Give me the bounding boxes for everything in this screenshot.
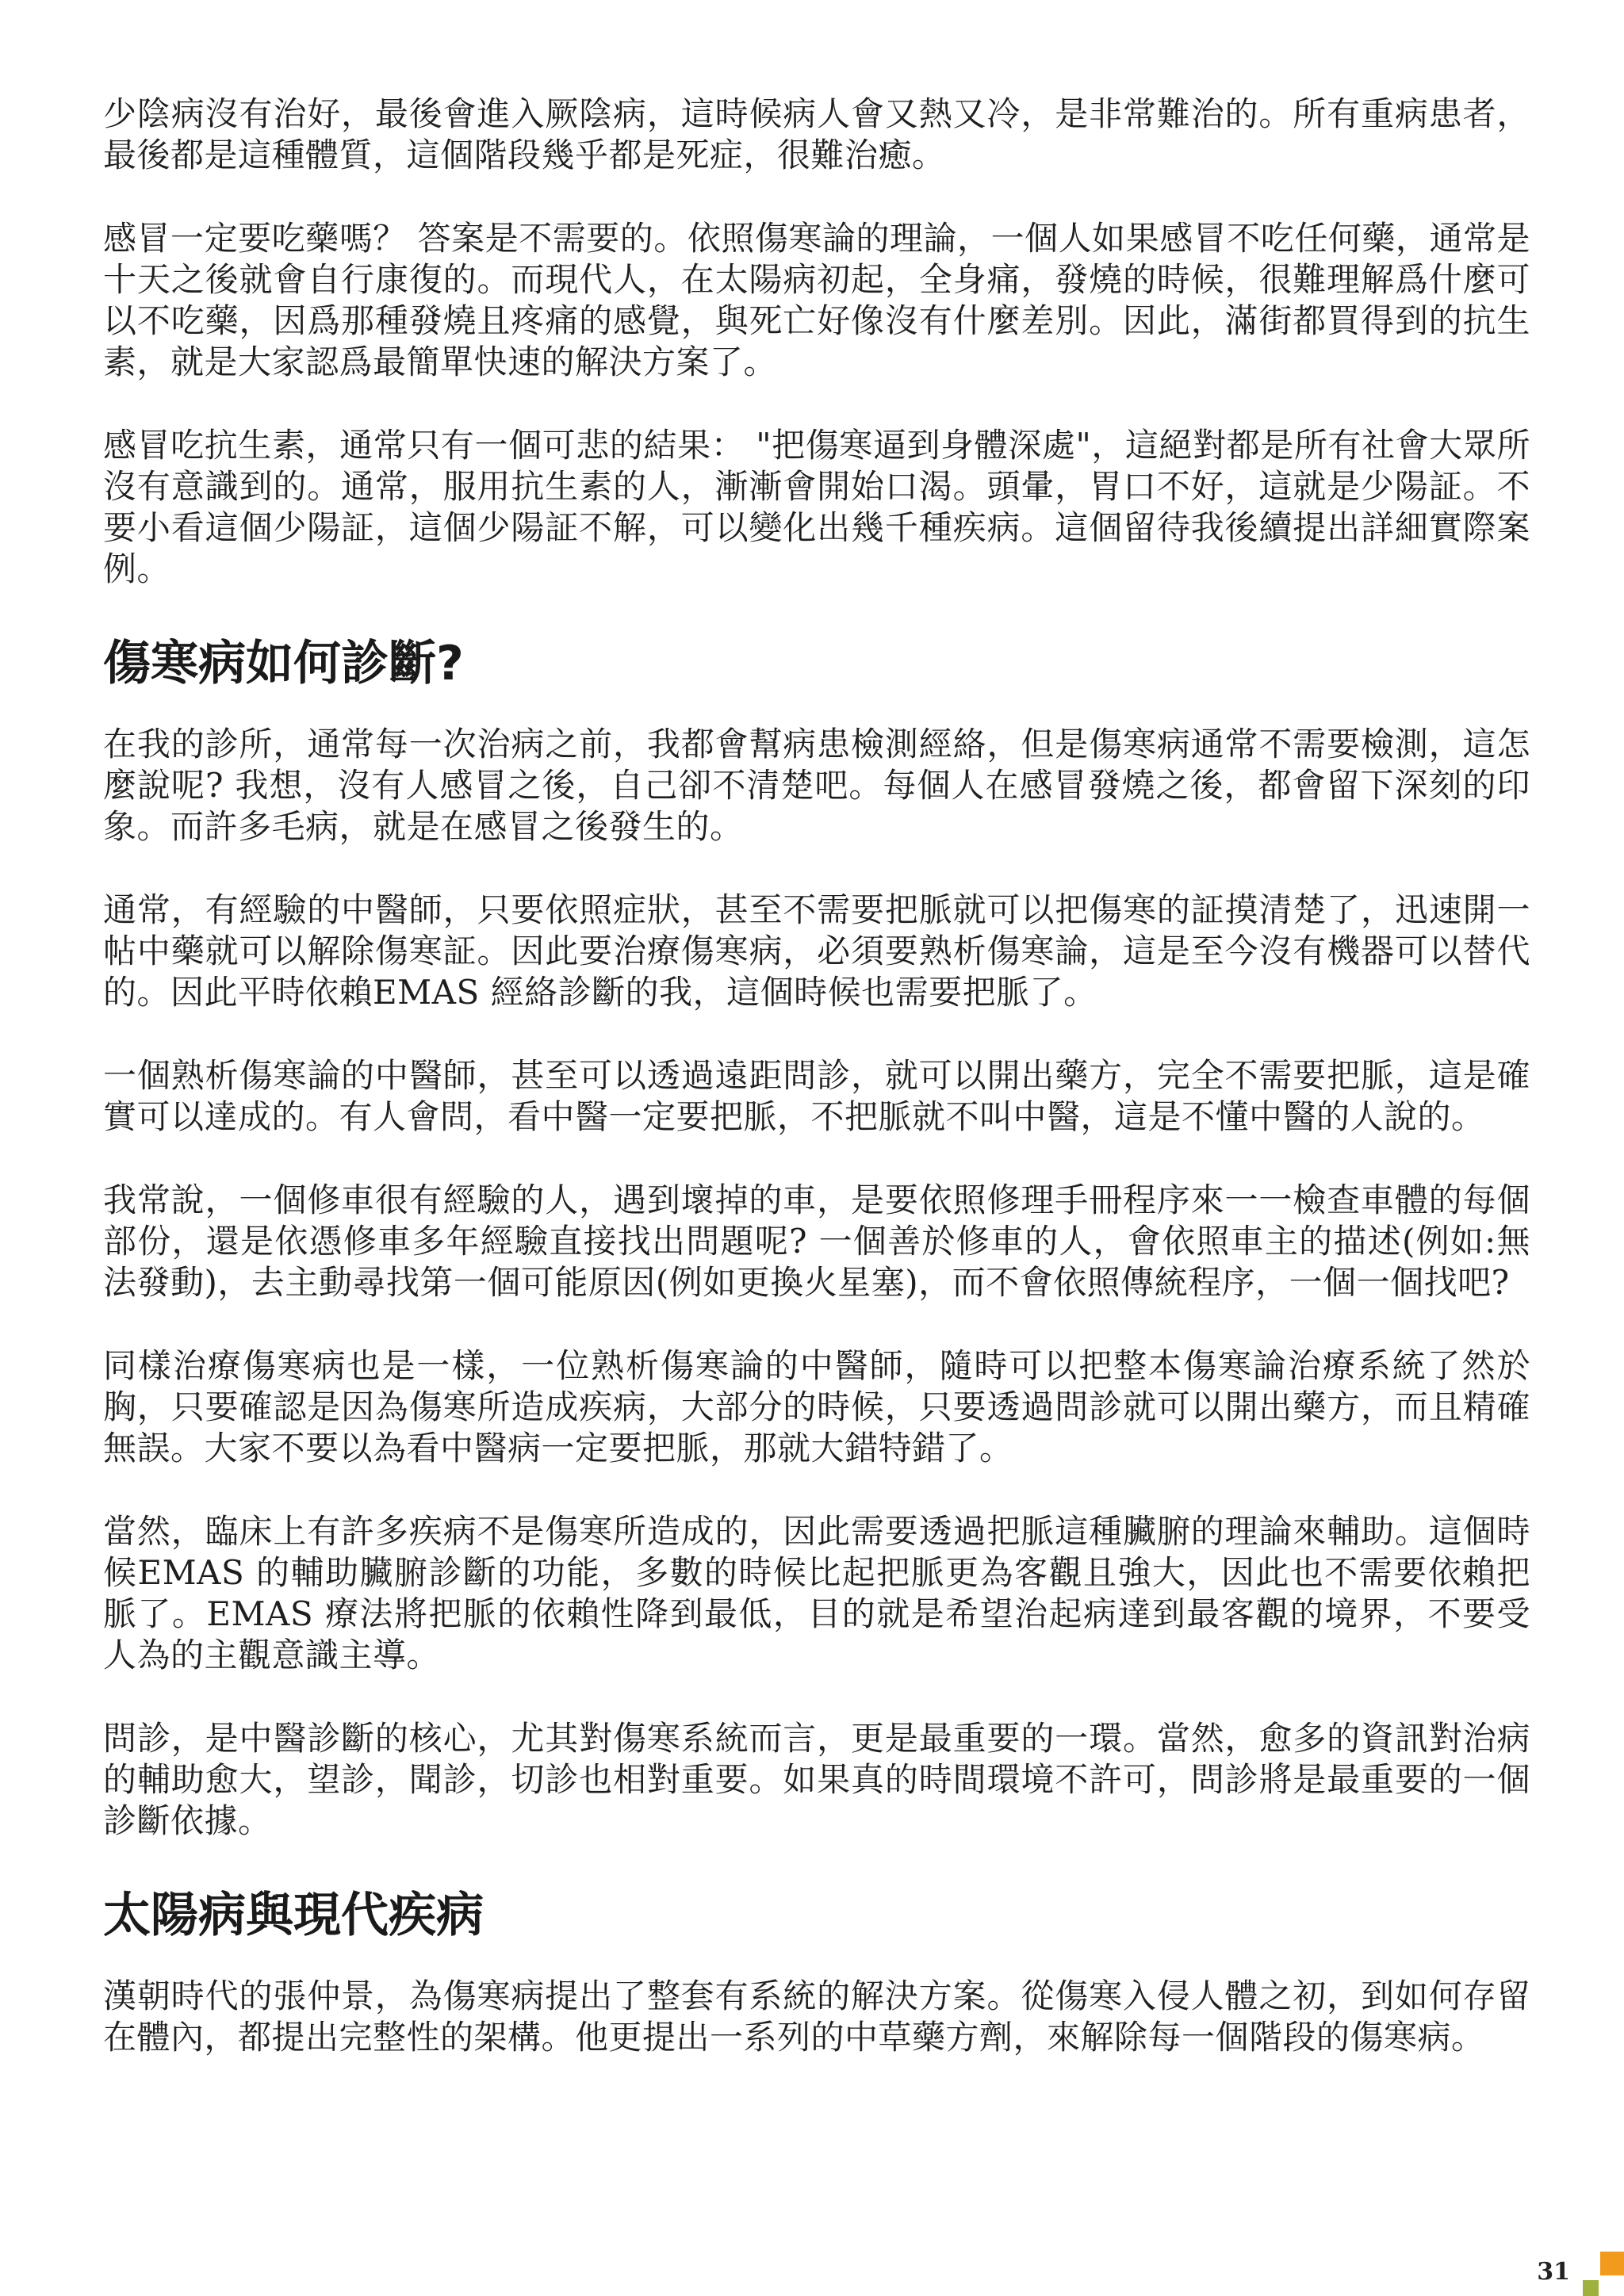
page-number: 31 [1537,2258,1570,2286]
section-heading: 太陽病與現代疾病 [103,1888,484,1943]
paragraph: 通常，有經驗的中醫師，只要依照症狀，甚至不需要把脈就可以把傷寒的証摸清楚了，迅速開一帖中藥就可以解除傷寒証。因此要治療傷寒病，必須要熟析傷寒論，這是至今沒有機器可以替代的。因此平時依賴EMAS 經絡診斷的我，這個時候也需要把脈了。 [103,890,1530,1012]
corner-decoration [1583,2252,1624,2296]
section-heading: 傷寒病如何診斷? [103,636,464,691]
paragraph: 我常說，一個修車很有經驗的人，遇到壞掉的車，是要依照修理手冊程序來一一檢查車體的每個部份，還是依憑修車多年經驗直接找出問題呢? 一個善於修車的人，會依照車主的描述(例如:無法發動)，去主動尋找第一個可能原因(例如更換火星塞)，而不會依照傳統程序，一個一個找吧? [103,1181,1530,1302]
paragraph: 問診，是中醫診斷的核心，尤其對傷寒系統而言，更是最重要的一環。當然，愈多的資訊對治病的輔助愈大，望診，聞診，切診也相對重要。如果真的時間環境不許可，問診將是最重要的一個診斷依據。 [103,1719,1530,1840]
paragraph: 同樣治療傷寒病也是一樣，一位熟析傷寒論的中醫師，隨時可以把整本傷寒論治療系統了然於胸，只要確認是因為傷寒所造成疾病，大部分的時候，只要透過問診就可以開出藥方，而且精確無誤。大家不要以為看中醫病一定要把脈，那就大錯特錯了。 [103,1346,1530,1468]
paragraph: 感冒一定要吃藥嗎？ 答案是不需要的。依照傷寒論的理論，一個人如果感冒不吃任何藥，通常是十天之後就會自行康復的。而現代人，在太陽病初起，全身痛，發燒的時候，很難理解爲什麼可以不吃藥，因爲那種發燒且疼痛的感覺，與死亡好像沒有什麼差別。因此，滿街都買得到的抗生素，就是大家認爲最簡單快速的解決方案了。 [103,219,1530,381]
paragraph: 一個熟析傷寒論的中醫師，甚至可以透過遠距問診，就可以開出藥方，完全不需要把脈，這是確實可以達成的。有人會問，看中醫一定要把脈，不把脈就不叫中醫，這是不懂中醫的人說的。 [103,1056,1530,1136]
paragraph: 感冒吃抗生素，通常只有一個可悲的結果： "把傷寒逼到身體深處"，這絕對都是所有社會大眾所沒有意識到的。通常，服用抗生素的人，漸漸會開始口渴。頭暈，胃口不好，這就是少陽証。不要小看這個少陽証，這個少陽証不解，可以變化出幾千種疾病。這個留待我後續提出詳細實際案例。 [103,426,1530,588]
paragraph: 當然，臨床上有許多疾病不是傷寒所造成的，因此需要透過把脈這種臟腑的理論來輔助。這個時候EMAS 的輔助臟腑診斷的功能，多數的時候比起把脈更為客觀且強大，因此也不需要依賴把脈了。EMAS 療法將把脈的依賴性降到最低，目的就是希望治起病達到最客觀的境界，不要受人為的主觀意識主導。 [103,1512,1530,1674]
olive-square-decoration [1583,2280,1599,2296]
orange-square-decoration [1600,2252,1624,2275]
paragraph: 少陰病沒有治好，最後會進入厥陰病，這時候病人會又熱又冷，是非常難治的。所有重病患者，最後都是這種體質，這個階段幾乎都是死症，很難治癒。 [103,94,1530,174]
paragraph: 在我的診所，通常每一次治病之前，我都會幫病患檢測經絡，但是傷寒病通常不需要檢測，這怎麼說呢? 我想，沒有人感冒之後，自己卻不清楚吧。每個人在感冒發燒之後，都會留下深刻的印象。而許多毛病，就是在感冒之後發生的。 [103,725,1530,846]
paragraph: 漢朝時代的張仲景，為傷寒病提出了整套有系統的解決方案。從傷寒入侵人體之初，到如何存留在體內，都提出完整性的架構。他更提出一系列的中草藥方劑，來解除每一個階段的傷寒病。 [103,1976,1530,2057]
page-content [103,94,1530,2100]
